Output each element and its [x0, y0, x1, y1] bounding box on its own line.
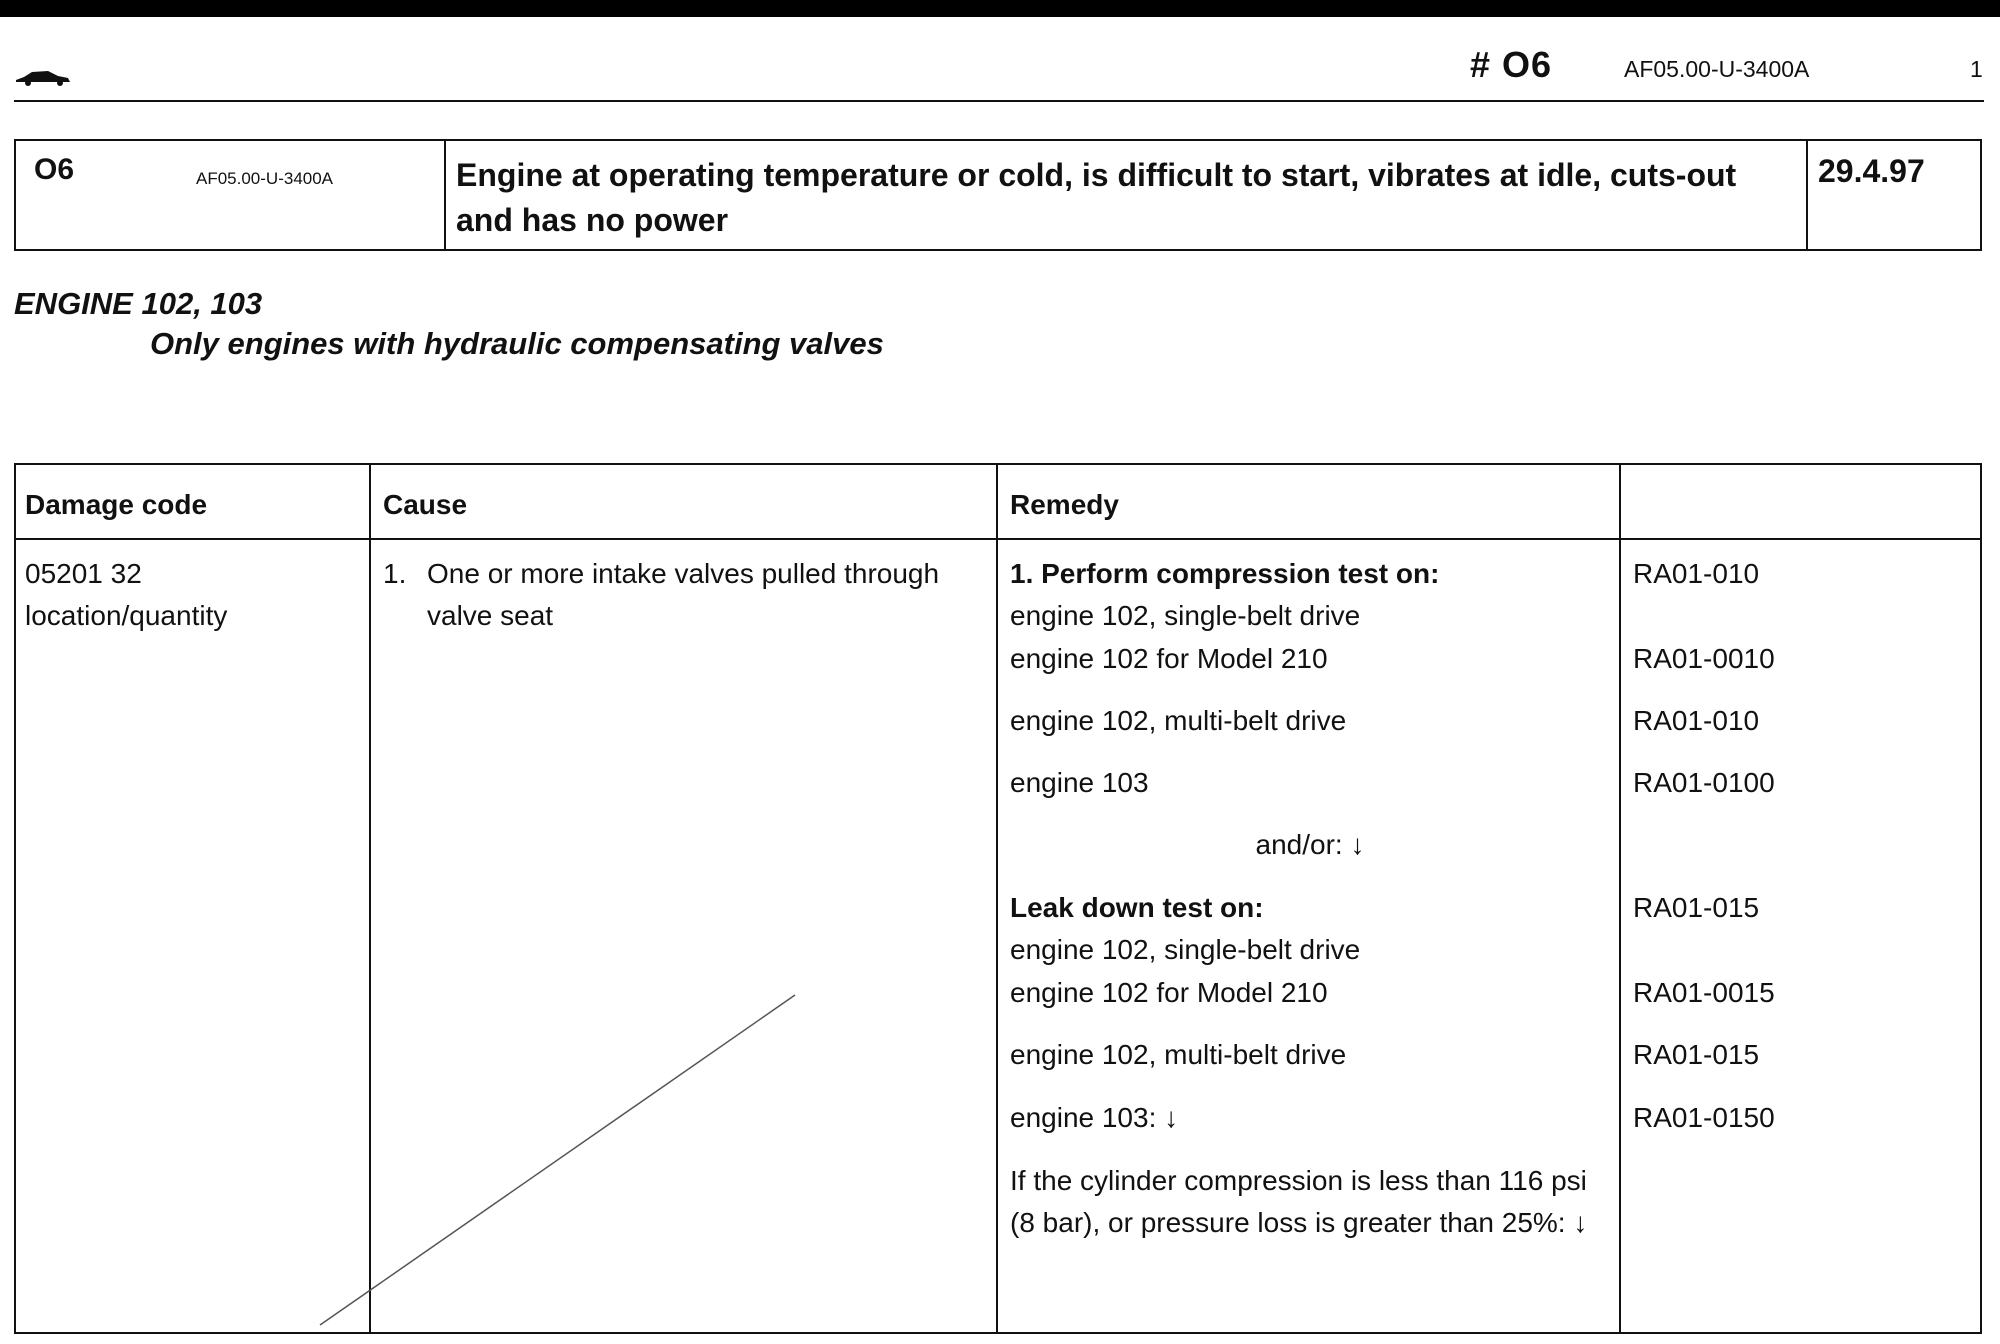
title-box — [14, 139, 1982, 251]
damage-code — [25, 553, 227, 637]
remedy-row — [1010, 887, 1610, 971]
remedy-text: engine 102 for Model 210 — [1010, 643, 1328, 674]
cause-number: 1. — [383, 558, 407, 589]
header-divider — [14, 100, 1984, 102]
remedy-row — [1010, 638, 1610, 680]
reference-code: RA01-015 — [1633, 1039, 1760, 1070]
reference-code: RA01-0150 — [1633, 1102, 1775, 1133]
fault-title: Engine at operating temperature or cold, is difficult to start, vibrates at idle, cuts-out and has no power — [456, 157, 1737, 238]
remedy-row — [1010, 1097, 1610, 1139]
document-date: 29.4.97 — [1818, 153, 1925, 189]
reference-code: RA01-0100 — [1633, 767, 1775, 798]
car-icon — [14, 66, 72, 86]
diagonal-strike-line — [300, 990, 800, 1330]
damage-code-location: location/quantity — [25, 600, 228, 631]
engine-subheading: Only engines with hydraulic compensating valves — [150, 326, 884, 361]
remedy-heading: Leak down test on: — [1010, 892, 1264, 923]
title-code: O6 — [34, 153, 75, 186]
remedy-connector: and/or: ↓ — [1255, 829, 1365, 860]
reference-code: RA01-0015 — [1633, 977, 1775, 1008]
remedy-text: engine 102, multi-belt drive — [1010, 705, 1347, 736]
column-divider — [996, 465, 998, 1332]
page-number: 1 — [1970, 56, 1983, 82]
column-header-remedy: Remedy — [1010, 489, 1119, 520]
remedy-row — [1010, 972, 1610, 1014]
reference-code: RA01-015 — [1633, 892, 1760, 923]
remedy-row — [1010, 700, 1610, 742]
document-code: AF05.00-U-3400A — [1624, 56, 1810, 82]
remedy-text: engine 102, single-belt drive — [1010, 600, 1361, 631]
top-black-bar — [0, 0, 2000, 17]
column-divider — [1619, 465, 1621, 1332]
column-header-damage-code: Damage code — [25, 489, 208, 520]
header-row-divider — [16, 538, 1980, 540]
cause-text: One or more intake valves pulled through valve seat — [427, 558, 940, 631]
remedy-row — [1010, 1160, 1600, 1244]
reference-code: RA01-0010 — [1633, 643, 1775, 674]
title-small-code: AF05.00-U-3400A — [196, 169, 334, 188]
remedy-text: engine 102, single-belt drive — [1010, 934, 1361, 965]
column-header-cause: Cause — [383, 489, 468, 520]
remedy-text: engine 102, multi-belt drive — [1010, 1039, 1347, 1070]
remedy-text: engine 102 for Model 210 — [1010, 977, 1328, 1008]
remedy-text: engine 103 — [1010, 767, 1149, 798]
remedy-heading: 1. Perform compression test on: — [1010, 558, 1440, 589]
remedy-row — [1010, 824, 1610, 866]
damage-code-value: 05201 32 — [25, 558, 142, 589]
document-number: # O6 — [1470, 44, 1553, 85]
reference-code: RA01-010 — [1633, 705, 1760, 736]
title-date-cell — [1808, 141, 1980, 249]
remedy-text: engine 103: ↓ — [1010, 1102, 1179, 1133]
engine-heading: ENGINE 102, 103 — [14, 286, 263, 321]
remedy-row — [1010, 762, 1610, 804]
remedy-row — [1010, 553, 1610, 637]
reference-code: RA01-010 — [1633, 558, 1760, 589]
remedy-row — [1010, 1034, 1610, 1076]
title-code-cell — [16, 141, 446, 249]
title-text-cell — [446, 141, 1808, 249]
remedy-note: If the cylinder compression is less than 116 psi (8 bar), or pressure loss is greater than 25%: ↓ — [1010, 1165, 1588, 1238]
